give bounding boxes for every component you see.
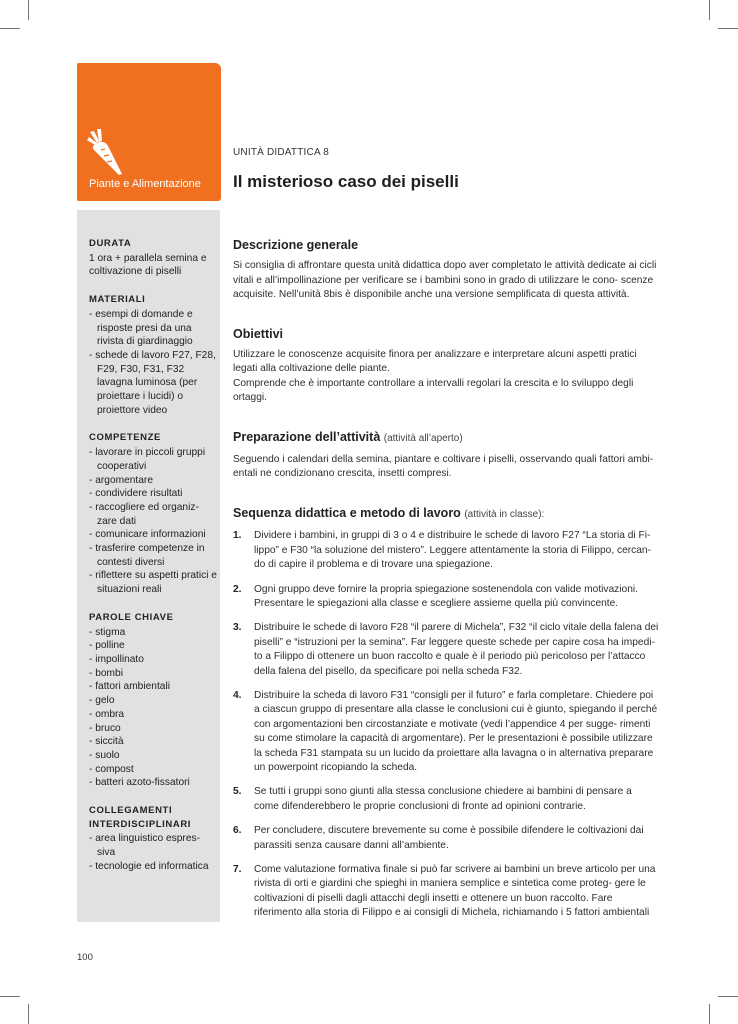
section-text: Si consiglia di affrontare questa unità didattica dopo aver completato le attività dedicate ai cicli vitali e all’impollinazione per verificare se i bambini sono in grado di utilizzare le cono- scenze acquisite. Nell’unità 8bis è disponibile anche una versione semplificata di questa attività. (233, 260, 657, 301)
section-heading: Preparazione dell’attività (233, 429, 381, 444)
sidebar-durata (89, 237, 219, 279)
parole-heading: PAROLE CHIAVE (89, 611, 174, 623)
step-text: Come valutazione formativa finale si può far scrivere ai bambini un breve articolo per una rivista di orti e giardini che spieghi in maniera semplice e sintetica come proteg- gere le coltivazioni di piselli dagli attacchi degli insetti e ottenere un buon raccolto. Fare riferimento alla storia di Filippo e ai consigli di Michela, richiamando i 5 fattori ambientali (254, 864, 656, 919)
section-preparazione (233, 430, 659, 482)
list-item: - polline (89, 640, 125, 652)
section-text: Comprende che è importante controllare a intervalli regolari la crescita e lo sviluppo degli ortaggi. (233, 377, 634, 404)
durata-heading: DURATA (89, 238, 132, 249)
list-item: - tecnologie ed informatica (89, 860, 209, 872)
list-item: - argomentare (89, 474, 153, 486)
step-text: Per concludere, discutere brevemente su come è possibile difendere le coltivazioni dai parassiti senza causare danni all’ambiente. (254, 825, 644, 851)
section-note: (attività in classe): (464, 508, 545, 520)
section-note: (attività all’aperto) (383, 432, 463, 444)
section-heading: Obiettivi (233, 326, 284, 341)
crop-mark (28, 1004, 29, 1024)
list-item: - lavorare in piccoli gruppi cooperativi (89, 447, 206, 472)
step-text: Se tutti i gruppi sono giunti alla stessa conclusione chiedere ai bambini di pensare a come difenderebbero le proprie conclusioni di fronte ad opinioni contrarie. (254, 786, 632, 812)
category-label: Piante e Alimentazione (89, 178, 201, 190)
main-content (233, 238, 659, 945)
list-item (233, 863, 659, 921)
step-text: Ogni gruppo deve fornire la propria spiegazione sostenendola con valide motivazioni. Presentare le spiegazioni alla classe e scegliere assieme quella più convincente. (254, 583, 638, 609)
page-title: Il misterioso caso dei piselli (233, 172, 459, 191)
list-item: - bombi (89, 667, 123, 679)
list-item: - trasferire competenze in contesti diversi (89, 543, 205, 568)
list-item: - gelo (89, 695, 115, 707)
crop-mark (28, 0, 29, 20)
list-item: - siccità (89, 736, 124, 748)
step-number: 3. (233, 622, 242, 634)
steps-list (233, 529, 659, 920)
crop-mark (709, 0, 710, 20)
carrot-icon (86, 128, 126, 176)
step-number: 7. (233, 864, 242, 875)
list-item: - ombra (89, 708, 125, 720)
list-item (233, 689, 659, 775)
unit-label: UNITÀ DIDATTICA 8 (233, 147, 330, 158)
list-item: - stigma (89, 626, 126, 638)
crop-mark (718, 996, 738, 997)
sidebar-parole-chiave (89, 611, 219, 790)
section-text: Seguendo i calendari della semina, piantare e coltivare i piselli, osservando quali fattori ambi- entali ne condizionano crescita, insetti compresi. (233, 454, 654, 480)
section-sequenza (233, 506, 659, 921)
list-item: - compost (89, 763, 134, 775)
crop-mark (709, 1004, 710, 1024)
step-text: Dividere i bambini, in gruppi di 3 o 4 e distribuire le schede di lavoro F27 “La storia di Fi- lippo” e F30 “la soluzione del mistero”. Leggere attentamente la storia di Filippo, cercan- do di capire il problema e di trovare una spiegazione. (254, 530, 651, 571)
list-item: - bruco (89, 722, 121, 734)
step-number: 1. (233, 530, 242, 542)
list-item: - impollinato (89, 653, 144, 665)
competenze-heading: COMPETENZE (89, 432, 161, 444)
crop-mark (0, 996, 20, 997)
section-heading: Descrizione generale (233, 238, 359, 252)
sidebar-competenze (89, 431, 219, 596)
section-heading: Sequenza didattica e metodo di lavoro (233, 505, 461, 520)
step-number: 6. (233, 825, 242, 837)
list-item: - esempi di domande e risposte presi da una rivista di giardinaggio (89, 308, 193, 348)
list-item: - comunicare informazioni (89, 529, 206, 541)
list-item (233, 583, 659, 612)
sidebar-collegamenti (89, 804, 219, 874)
list-item: - batteri azoto-fissatori (89, 777, 190, 789)
list-item: - condividere risultati (89, 488, 183, 500)
sidebar-content (89, 237, 219, 888)
materiali-heading: MATERIALI (89, 294, 146, 306)
section-obiettivi (233, 327, 659, 406)
list-item: - schede di lavoro F27, F28, F29, F30, F31, F32 lavagna luminosa (per proiettare i lucidi) o proiettore video (89, 349, 216, 416)
step-text: Distribuire la scheda di lavoro F31 “consigli per il futuro” e farla completare. Chiedere poi a ciascun gruppo di presentare alla classe le conclusioni cui è giunto, spiegando il perché con argomentazioni ben circostanziate e motivate (vedi l’appendice 4 per sugge- rimenti su come stimolare la capacità di argomentare). Per le presentazioni è possibile utilizzare la scheda F31 stampata su un lucido da proiettare alla lavagna o in alternativa preparare un powerpoint ricopiando la scheda. (254, 689, 658, 773)
crop-mark (0, 28, 20, 29)
step-number: 2. (233, 583, 242, 595)
section-descrizione (233, 238, 659, 303)
list-item (233, 785, 659, 814)
list-item: - riflettere su aspetti pratici e situazioni reali (89, 570, 217, 596)
step-number: 4. (233, 689, 242, 701)
collegamenti-heading: COLLEGAMENTI INTERDISCIPLINARI (89, 805, 192, 830)
list-item (233, 529, 659, 572)
list-item: - area linguistico espres- siva (89, 833, 200, 859)
step-number: 5. (233, 786, 242, 798)
list-item (233, 824, 659, 853)
durata-text: 1 ora + parallela semina e coltivazione di piselli (89, 252, 207, 278)
crop-mark (718, 28, 738, 29)
list-item: - suolo (89, 749, 120, 761)
list-item: - raccogliere ed organiz- zare dati (89, 501, 199, 527)
page-number: 100 (77, 952, 93, 963)
section-text: Utilizzare le conoscenze acquisite finora per analizzare e interpretare alcuni aspetti pratici legati alla coltivazione delle piante. (233, 349, 637, 375)
list-item: - fattori ambientali (89, 681, 170, 693)
section-heading-wrap (233, 430, 659, 446)
sidebar-materiali (89, 293, 219, 417)
step-text: Distribuire le schede di lavoro F28 “il parere di Michela”, F32 “il ciclo vitale della falena dei piselli” e “istruzioni per la semina”. Far leggere queste schede per capire cosa ha impedi- to a Filippo di ottenere un buon raccolto e quale è il periodo più pericoloso per l’attacco della falena del pisello, da specificare poi nella scheda F32. (254, 622, 659, 677)
list-item (233, 621, 659, 679)
section-heading-wrap (233, 506, 659, 522)
